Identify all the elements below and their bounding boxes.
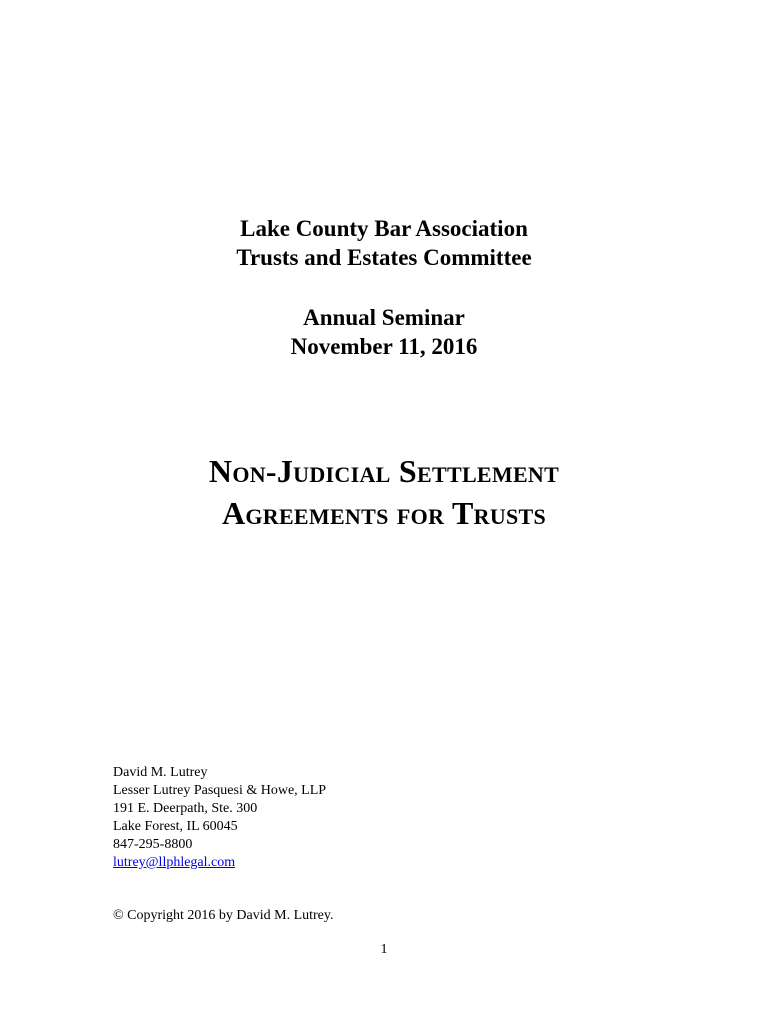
document-title-line-1: Non-Judicial Settlement [208,453,560,489]
seminar-heading [0,303,768,361]
page-number: 1 [380,942,388,957]
city-state-zip: Lake Forest, IL 60045 [113,819,238,834]
author-contact-block [113,764,326,872]
author-name: David M. Lutrey [113,765,208,780]
seminar-date: November 11, 2016 [290,334,478,359]
committee-name: Trusts and Estates Committee [236,245,532,270]
email-link[interactable]: lutrey@llphlegal.com [113,855,236,870]
phone-number: 847-295-8800 [113,837,193,852]
law-firm-name: Lesser Lutrey Pasquesi & Howe, LLP [113,783,327,798]
seminar-name: Annual Seminar [303,305,465,330]
document-title [0,450,768,534]
document-title-line-2: Agreements for Trusts [221,495,547,531]
copyright-notice: © Copyright 2016 by David M. Lutrey. [113,908,334,923]
street-address: 191 E. Deerpath, Ste. 300 [113,801,258,816]
organization-name: Lake County Bar Association [240,216,528,241]
organization-heading [0,214,768,272]
